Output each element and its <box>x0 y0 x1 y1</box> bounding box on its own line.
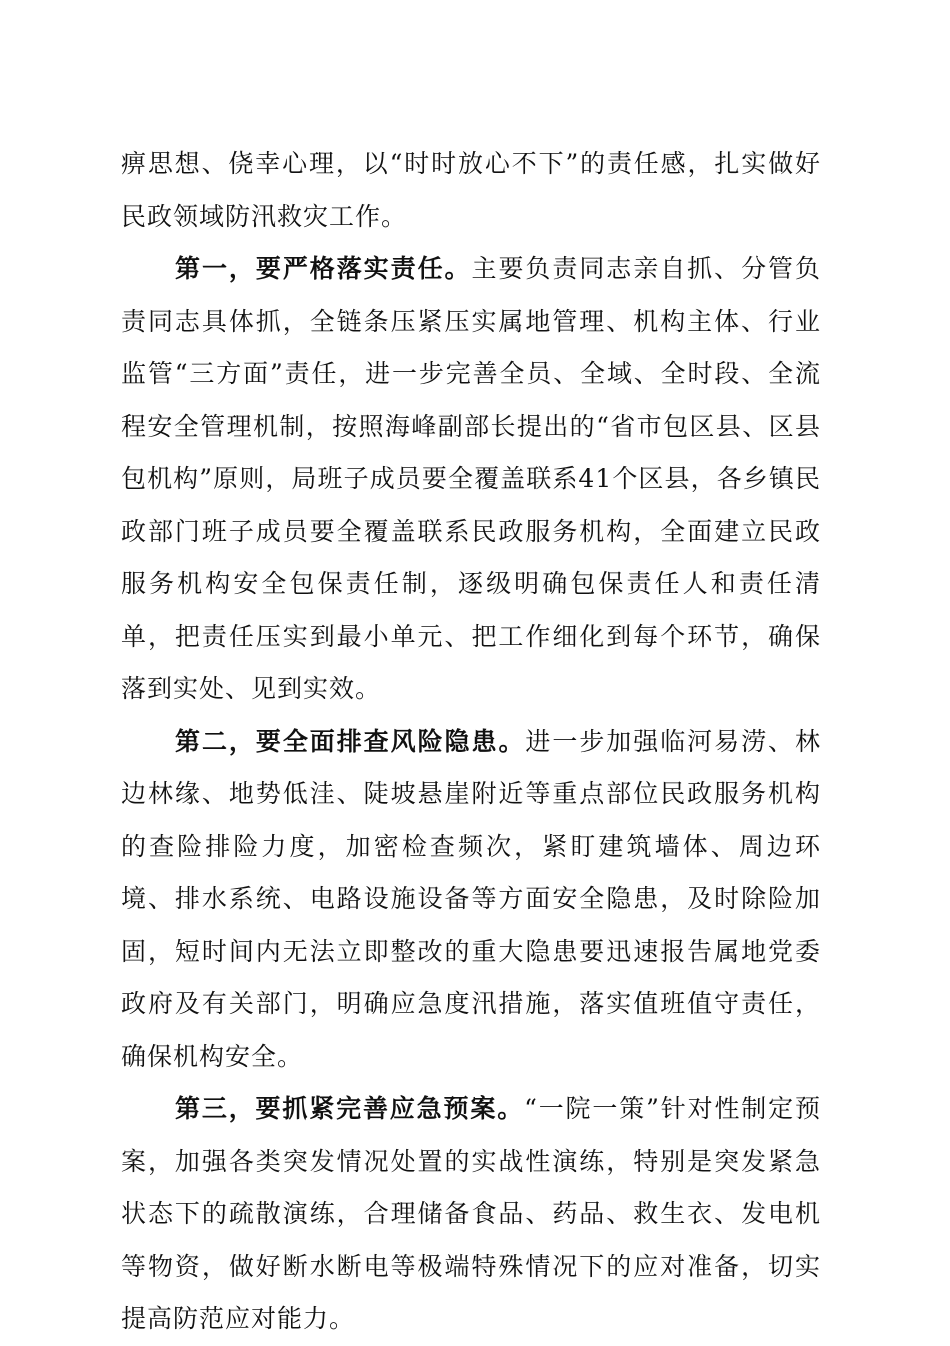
paragraph-heading: 第三，要抓紧完善应急预案。 <box>175 1094 525 1123</box>
paragraph-second-point <box>121 716 821 1084</box>
paragraph-text: “一院一策”针对性制定预案，加强各类突发情况处置的实战性演练，特别是突发紧急状态下的疏散演练，合理储备食品、药品、救生衣、发电机等物资，做好断水断电等极端特殊情况下的应对准备，切实提高防范应对能力。 <box>121 1094 822 1333</box>
paragraph-continuation <box>121 138 821 243</box>
document-body <box>121 138 821 1346</box>
paragraph-text: 痹思想、侥幸心理，以“时时放心不下”的责任感，扎实做好民政领域防汛救灾工作。 <box>121 149 821 231</box>
paragraph-heading: 第二，要全面排查风险隐患。 <box>175 726 526 756</box>
paragraph-text: 进一步加强临河易涝、林边林缘、地势低洼、陡坡悬崖附近等重点部位民政服务机构的查险排险力度，加密检查频次，紧盯建筑墙体、周边环境、排水系统、电路设施设备等方面安全隐患，及时除险加固，短时间内无法立即整改的重大隐患要迅速报告属地党委政府及有关部门，明确应急度汛措施，落实值班值守责任，确保机构安全。 <box>121 726 821 1071</box>
paragraph-text: 主要负责同志亲自抓、分管负责同志具体抓，全链条压紧压实属地管理、机构主体、行业监管“三方面”责任，进一步完善全员、全域、全时段、全流程安全管理机制，按照海峰副部长提出的“省市包区县、区县包机构”原则，局班子成员要全覆盖联系41个区县，各乡镇民政部门班子成员要全覆盖联系民政服务机构，全面建立民政服务机构安全包保责任制，逐级明确包保责任人和责任清单，把责任压实到最小单元、把工作细化到每个环节，确保落到实处、见到实效。 <box>121 254 821 703</box>
paragraph-first-point <box>121 243 821 716</box>
paragraph-heading: 第一，要严格落实责任。 <box>175 254 472 283</box>
paragraph-third-point <box>121 1083 821 1346</box>
